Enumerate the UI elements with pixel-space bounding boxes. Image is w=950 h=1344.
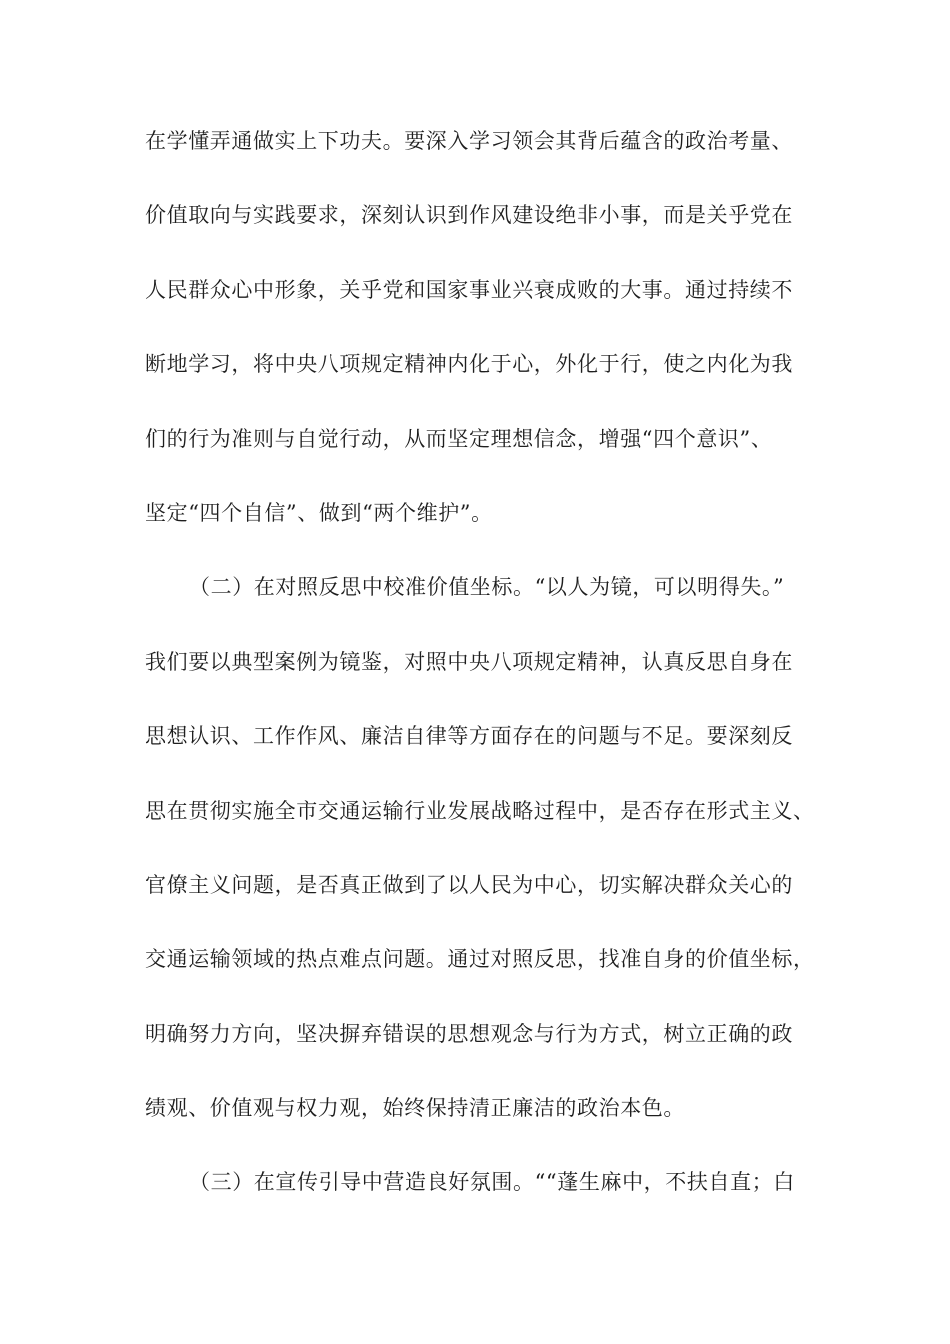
- text-line-13: 明确努力方向，坚决摒弃错误的思想观念与行为方式，树立正确的政: [145, 1021, 793, 1046]
- text-line-3: 人民群众心中形象，关乎党和国家事业兴衰成败的大事。通过持续不: [145, 277, 793, 302]
- section-heading-2: （二）在对照反思中校准价值坐标。“以人为镜，可以明得失。”: [189, 575, 785, 600]
- text-line-8: 我们要以典型案例为镜鉴，对照中央八项规定精神，认真反思自身在: [145, 649, 793, 674]
- section-heading-3: （三）在宣传引导中营造良好氛围。““蓬生麻中，不扶自直；白: [189, 1170, 795, 1195]
- body-text: [145, 123, 815, 1239]
- text-line-4: 断地学习，将中央八项规定精神内化于心，外化于行，使之内化为我: [145, 352, 793, 377]
- text-line-11: 官僚主义问题，是否真正做到了以人民为中心，切实解决群众关心的: [145, 872, 793, 897]
- text-line-2: 价值取向与实践要求，深刻认识到作风建设绝非小事，而是关乎党在: [145, 203, 793, 228]
- text-line-9: 思想认识、工作作风、廉洁自律等方面存在的问题与不足。要深刻反: [145, 724, 793, 749]
- text-line-12: 交通运输领域的热点难点问题。通过对照反思，找准自身的价值坐标，: [145, 947, 815, 972]
- text-line-10: 思在贯彻实施全市交通运输行业发展战略过程中，是否存在形式主义、: [145, 798, 815, 823]
- text-line-1: 在学懂弄通做实上下功夫。要深入学习领会其背后蕴含的政治考量、: [145, 129, 793, 153]
- text-line-5: 们的行为准则与自觉行动，从而坚定理想信念，增强“四个意识”、: [145, 426, 773, 451]
- text-line-14: 绩观、价值观与权力观，始终保持清正廉洁的政治本色。: [145, 1096, 685, 1121]
- text-line-6: 坚定“四个自信”、做到“两个维护”。: [145, 500, 493, 525]
